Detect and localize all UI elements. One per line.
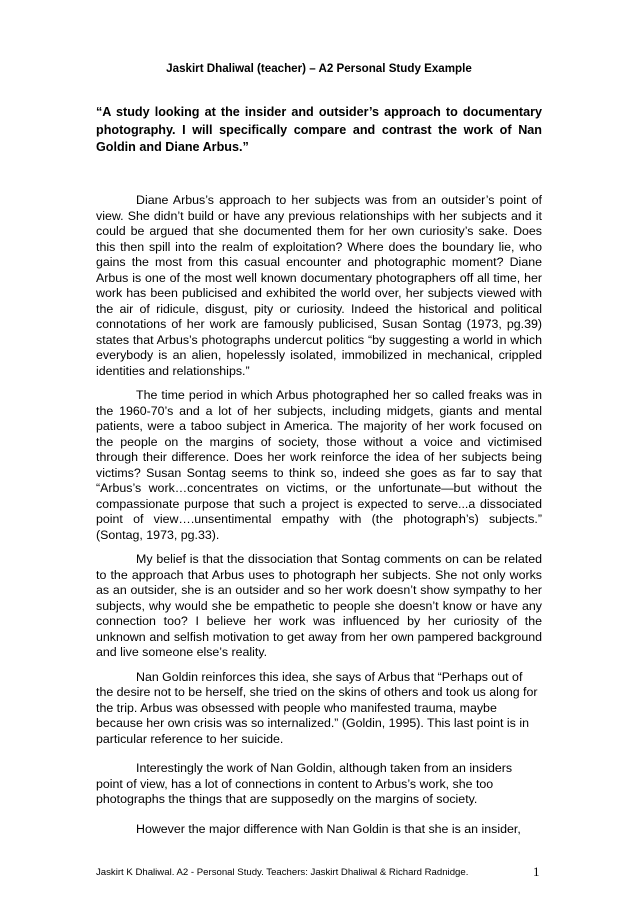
paragraph-4: Nan Goldin reinforces this idea, she says of Arbus that “Perhaps out of the desire not to be herself, she tried on the skins of others and took us along for the trip. Arbus was obsessed with people who manifested trauma, maybe because her own crisis was so internalized.” (Goldin, 1995). This last point is in particular reference to her suicide. — [96, 669, 538, 746]
page-number: 1 — [533, 864, 540, 879]
page-footer: Jaskirt K Dhaliwal. A2 - Personal Study. Teachers: Jaskirt Dhaliwal & Richard Radnidge. — [96, 867, 469, 878]
paragraph-5: Interestingly the work of Nan Goldin, although taken from an insiders point of view, has a lot of connections in content to Arbus’s work, she too photographs the things that are supposedly on the margins of society. — [96, 761, 513, 806]
essay-body — [96, 193, 542, 837]
document-title: Jaskirt Dhaliwal (teacher) – A2 Personal Study Example — [166, 62, 472, 75]
paragraph-1: Diane Arbus’s approach to her subjects was from an outsider’s point of view. She didn’t build or have any previous relationships with her subjects and it could be argued that she documented them for her own curiosity’s sake. Does this then spill into the realm of exploitation? Where does the boundary lie, who gains the most from this casual encounter and photographic moment? Diane Arbus is one of the most well known documentary photographers off all time, her work has been publicised and exhibited the world over, her subjects viewed with the air of ridicule, disgust, pity or curiosity. Indeed the historical and political connotations of her work are famously publicised, Susan Sontag (1973, pg.39) states that Arbus’s photographs undercut politics “by suggesting a world in which everybody is an alien, hopelessly isolated, immobilized in mechanical, crippled identities and relationships.” — [96, 193, 542, 378]
paragraph-2: The time period in which Arbus photographed her so called freaks was in the 1960-70’s and a lot of her subjects, including midgets, giants and mental patients, were a taboo subject in America. The majority of her work focused on the people on the margins of society, those without a voice and victimised through their difference. Does her work reinforce the idea of her subjects being victims? Susan Sontag seems to think so, indeed she goes as far to say that “Arbus’s work…concentrates on victims, or the unfortunate—but without the compassionate purpose that such a project is expected to serve...a dissociated point of view….unsentimental empathy with (the photograph’s) subjects.” (Sontag, 1973, pg.33). — [96, 388, 542, 542]
paragraph-3: My belief is that the dissociation that Sontag comments on can be related to the approach that Arbus uses to photograph her subjects. She not only works as an outsider, she is an outsider and so her work doesn’t show sympathy to her subjects, why would she be empathetic to people she doesn’t know or have any connection too? I believe her work was influenced by her curiosity of the unknown and selfish motivation to get away from her own pampered background and live someone else’s reality. — [96, 552, 542, 659]
paragraph-6: However the major difference with Nan Goldin is that she is an insider, — [136, 821, 521, 836]
lead-quote: “A study looking at the insider and outsider’s approach to documentary photography. I will specifically compare and contrast the work of Nan Goldin and Diane Arbus.” — [96, 105, 542, 154]
